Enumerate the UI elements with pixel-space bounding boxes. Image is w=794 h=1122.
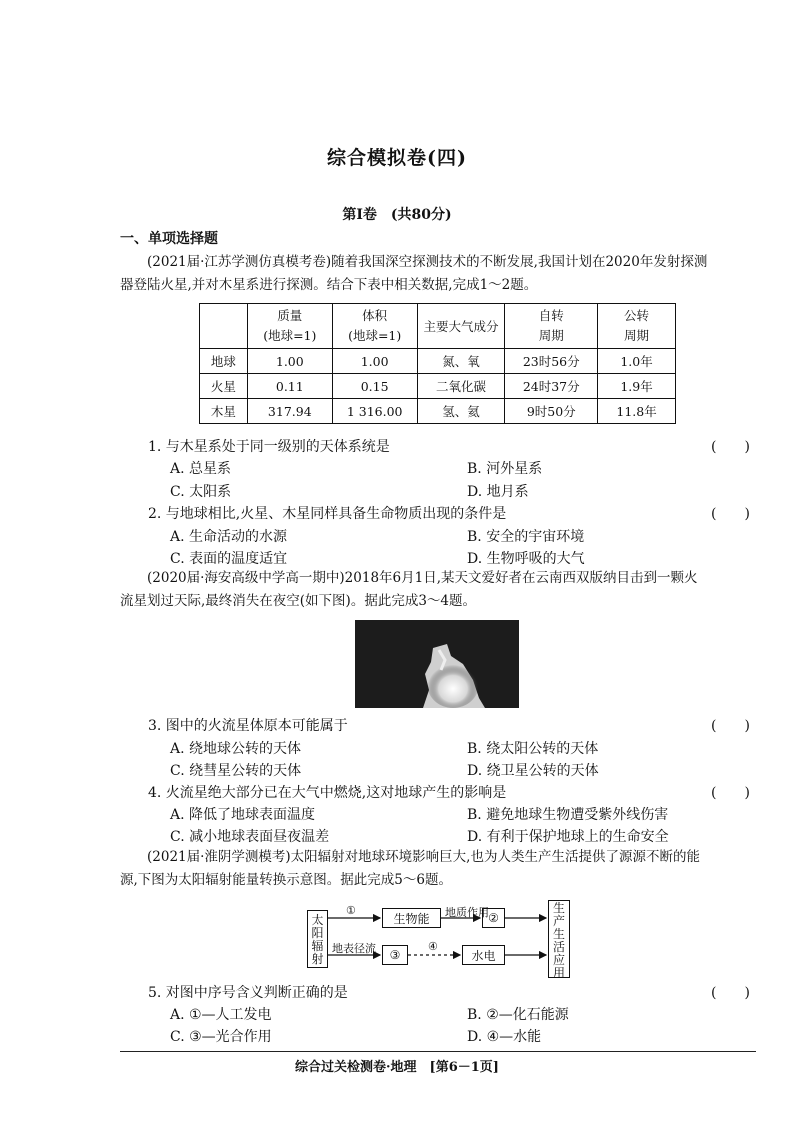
table-cell: 氢、氦 [417, 399, 505, 424]
hydropower-box: 水电 [462, 945, 505, 965]
table-cell: 11.8年 [598, 399, 676, 424]
bio-energy-box: 生物能 [382, 908, 441, 928]
table-cell: 1.00 [247, 349, 332, 374]
table-header-cell: 体积 (地球=1) [332, 304, 417, 349]
option-b[interactable]: B. 避免地球生物遭受紫外线伤害 [467, 807, 669, 823]
option-b[interactable]: B. 安全的宇宙环境 [467, 529, 585, 545]
label-4: ④ [428, 940, 438, 953]
box-3: ③ [382, 945, 408, 965]
table-cell: 317.94 [247, 399, 332, 424]
table-header-cell: 主要大气成分 [417, 304, 505, 349]
table-cell: 1.9年 [598, 374, 676, 399]
option-d[interactable]: D. 有利于保护地球上的生命安全 [467, 829, 669, 845]
table-cell: 木星 [200, 399, 248, 424]
option-d[interactable]: D. 地月系 [467, 484, 529, 500]
answer-paren[interactable]: ( ) [711, 439, 750, 455]
option-a[interactable]: A. ①—人工发电 [170, 1007, 272, 1023]
option-b[interactable]: B. 河外星系 [467, 461, 543, 477]
section-heading: 一、单项选择题 [120, 231, 218, 247]
label-geologic: 地质作用 [445, 906, 489, 919]
option-a[interactable]: A. 降低了地球表面温度 [170, 807, 316, 823]
energy-diagram [300, 900, 580, 978]
option-a[interactable]: A. 总星系 [170, 461, 232, 477]
intro-3-line-2: 源,下图为太阳辐射能量转换示意图。据此完成5～6题。 [120, 872, 452, 888]
answer-paren[interactable]: ( ) [711, 985, 750, 1001]
planet-data-table [199, 303, 676, 424]
question-5-stem: 5. 对图中序号含义判断正确的是 [148, 985, 348, 1001]
page-title: 综合模拟卷(四) [327, 147, 467, 169]
option-b[interactable]: B. 绕太阳公转的天体 [467, 741, 599, 757]
question-3-stem: 3. 图中的火流星体原本可能属于 [148, 718, 348, 734]
table-header-cell: 质量 (地球=1) [247, 304, 332, 349]
table-cell: 1.0年 [598, 349, 676, 374]
table-cell: 二氧化碳 [417, 374, 505, 399]
intro-2-line-2: 流星划过天际,最终消失在夜空(如下图)。据此完成3～4题。 [120, 593, 477, 609]
answer-paren[interactable]: ( ) [711, 785, 750, 801]
option-d[interactable]: D. ④—水能 [467, 1029, 542, 1045]
option-c[interactable]: C. ③—光合作用 [170, 1029, 272, 1045]
table-cell: 1 316.00 [332, 399, 417, 424]
question-4-stem: 4. 火流星绝大部分已在大气中燃烧,这对地球产生的影响是 [148, 785, 507, 801]
table-cell: 23时56分 [505, 349, 598, 374]
table-cell: 地球 [200, 349, 248, 374]
solar-radiation-box: 太阳辐射 [307, 910, 328, 968]
option-a[interactable]: A. 绕地球公转的天体 [170, 741, 302, 757]
production-life-box: 生产生活应用 [548, 900, 570, 978]
table-cell: 火星 [200, 374, 248, 399]
volume-heading: 第Ⅰ卷 (共80分) [342, 207, 452, 223]
label-1: ① [346, 904, 356, 917]
table-row [200, 349, 676, 374]
table-header-cell: 公转 周期 [598, 304, 676, 349]
intro-1-line-2: 器登陆火星,并对木星系进行探测。结合下表中相关数据,完成1～2题。 [120, 277, 538, 293]
table-cell: 0.11 [247, 374, 332, 399]
table-cell: 24时37分 [505, 374, 598, 399]
intro-3-line-1: (2021届·淮阴学测模考)太阳辐射对地球环境影响巨大,也为人类生产生活提供了源源不断的能 [147, 849, 700, 865]
option-b[interactable]: B. ②—化石能源 [467, 1007, 569, 1023]
option-c[interactable]: C. 绕彗星公转的天体 [170, 763, 302, 779]
table-header-cell: 自转 周期 [505, 304, 598, 349]
table-header-cell [200, 304, 248, 349]
question-1-stem: 1. 与木星系处于同一级别的天体系统是 [148, 439, 390, 455]
table-cell: 1.00 [332, 349, 417, 374]
label-runoff: 地表径流 [332, 942, 376, 955]
table-cell: 9时50分 [505, 399, 598, 424]
intro-1-line-1: (2021届·江苏学测仿真模考卷)随着我国深空探测技术的不断发展,我国计划在2020年发射探测 [147, 254, 708, 270]
option-a[interactable]: A. 生命活动的水源 [170, 529, 288, 545]
option-c[interactable]: C. 表面的温度适宜 [170, 551, 288, 567]
table-row [200, 399, 676, 424]
table-cell: 氮、氧 [417, 349, 505, 374]
answer-paren[interactable]: ( ) [711, 506, 750, 522]
table-row [200, 374, 676, 399]
option-c[interactable]: C. 太阳系 [170, 484, 232, 500]
answer-paren[interactable]: ( ) [711, 718, 750, 734]
fireball-photo [355, 620, 519, 708]
table-header-row [200, 304, 676, 349]
intro-2-line-1: (2020届·海安高级中学高一期中)2018年6月1日,某天文爱好者在云南西双版纳目击到一颗火 [147, 570, 698, 586]
page-footer: 综合过关检测卷·地理 [第6－1页] [295, 1060, 499, 1075]
question-2-stem: 2. 与地球相比,火星、木星同样具备生命物质出现的条件是 [148, 506, 507, 522]
footer-divider [120, 1051, 756, 1052]
option-c[interactable]: C. 减小地球表面昼夜温差 [170, 829, 330, 845]
option-d[interactable]: D. 绕卫星公转的天体 [467, 763, 599, 779]
option-d[interactable]: D. 生物呼吸的大气 [467, 551, 585, 567]
box-2: ② [482, 908, 505, 928]
table-cell: 0.15 [332, 374, 417, 399]
